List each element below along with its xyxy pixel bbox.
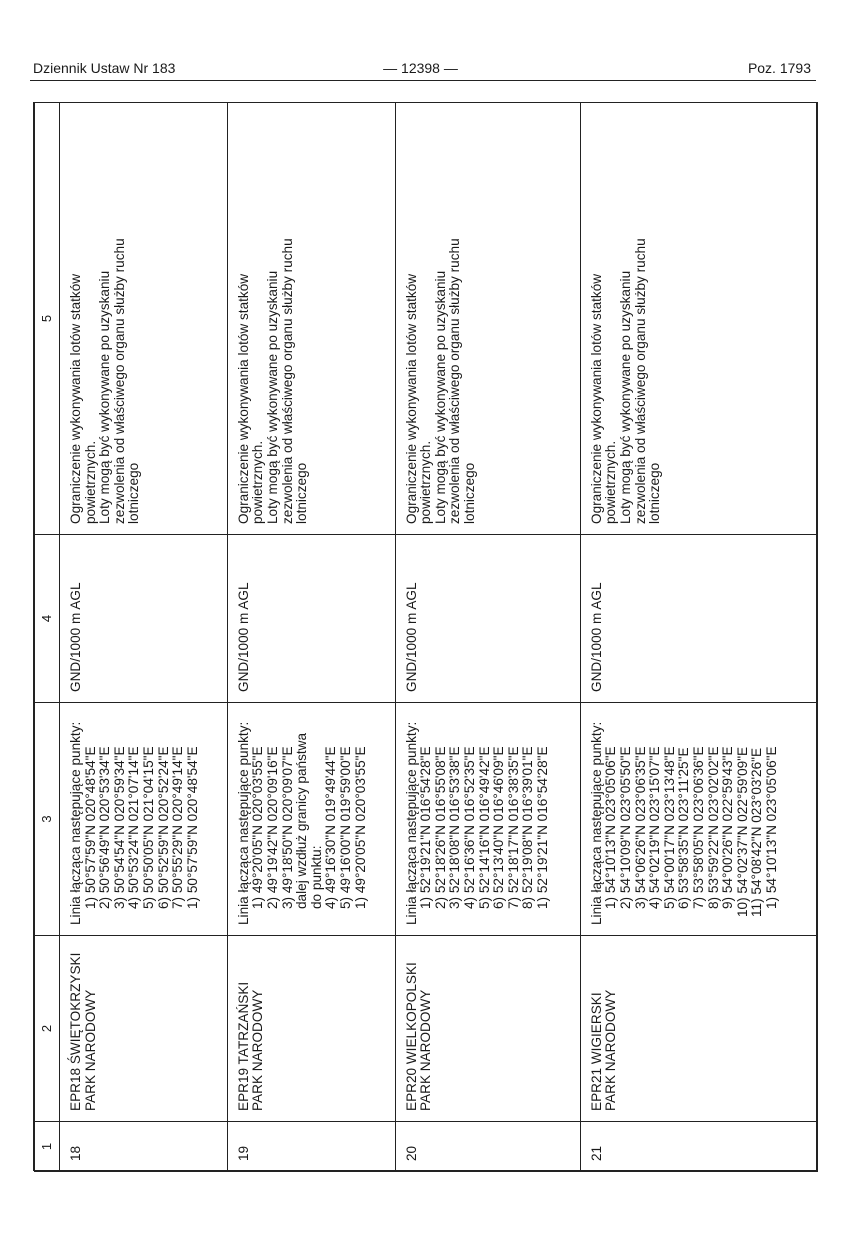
coordinate-point: 11) 54°08'42"N 023°03'26"E — [749, 747, 765, 917]
zone-name-line: EPR21 WIGIERSKI — [588, 992, 604, 1111]
coordinate-point: 2) 50°56'49"N 020°53'34"E — [97, 746, 113, 909]
table-row — [395, 103, 580, 1172]
column-header: 4 — [35, 535, 60, 703]
remarks-line: lotniczego — [462, 462, 478, 524]
rotated-table-frame — [33, 102, 817, 1171]
coordinate-point: 5) 49°16'00"N 019°59'00"E — [337, 746, 353, 909]
remarks-line: lotniczego — [294, 462, 310, 524]
altitude-limits: GND/1000 m AGL — [580, 535, 817, 703]
coordinate-point: 1) 54°10'13"N 023°05'06"E — [763, 746, 779, 909]
rotated-table-content — [34, 103, 818, 1172]
coordinate-point: 4) 50°53'24"N 021°07'14"E — [126, 746, 142, 909]
coordinate-point: 4) 49°16'30"N 019°49'44"E — [323, 746, 339, 909]
page-number: — 12398 — — [383, 60, 458, 76]
coordinate-point: 6) 50°52'59"N 020°52'24"E — [155, 746, 171, 909]
points-intro: Linia łącząca następujące punkty: — [588, 721, 604, 925]
coordinate-point: 7) 52°18'17"N 016°38'35"E — [505, 746, 521, 909]
coordinate-point: 4) 52°16'36"N 016°52'35"E — [462, 746, 478, 909]
column-header: 3 — [35, 703, 60, 936]
coordinate-point: 8) 52°19'08"N 016°39'01"E — [520, 746, 536, 909]
remarks-line: lotniczego — [647, 462, 663, 524]
altitude-limits: GND/1000 m AGL — [395, 535, 580, 703]
table-row — [227, 103, 395, 1172]
row-number: 20 — [395, 1122, 580, 1172]
coordinate-point: 10) 54°02'37"N 022°59'09"E — [734, 746, 750, 917]
coordinate-point: 2) 49°19'42"N 020°09'16"E — [265, 746, 281, 909]
points-intro: Linia łącząca następujące punkty: — [235, 721, 251, 925]
coordinate-point: 5) 50°50'05"N 021°04'15"E — [140, 746, 156, 909]
zone-name-line: EPR20 WIELKOPOLSKI — [403, 962, 419, 1111]
remarks — [395, 103, 580, 535]
boundary-note: do punktu: — [308, 845, 324, 909]
coordinate-point: 1) 50°57'59"N 020°48'54"E — [82, 746, 98, 909]
coordinate-point: 1) 49°20'05"N 020°03'55"E — [352, 746, 368, 909]
coordinate-point: 1) 52°19'21"N 016°54'28"E — [535, 746, 550, 909]
remarks-line: zezwolenia od właściwego organu służby ruchu — [632, 238, 648, 524]
coordinate-point: 2) 52°18'26"N 016°55'08"E — [432, 746, 448, 909]
boundary-note: dalej wzdłuż granicy państwa — [294, 732, 310, 909]
remarks-line: powietrznych. — [418, 440, 434, 524]
coordinate-point: 5) 54°00'17"N 023°13'48"E — [661, 746, 677, 909]
remarks-line: Ograniczenie wykonywania lotów statków — [68, 273, 83, 524]
altitude-limits: GND/1000 m AGL — [227, 535, 395, 703]
remarks-line: powietrznych. — [82, 440, 98, 524]
coordinate-point: 1) 50°57'59"N 020°48'54"E — [184, 746, 200, 909]
coordinate-point: 1) 49°20'05"N 020°03'55"E — [250, 746, 266, 909]
points-intro: Linia łącząca następujące punkty: — [403, 721, 419, 925]
coordinate-point: 3) 50°54'54"N 020°59'34"E — [111, 746, 127, 909]
remarks — [227, 103, 395, 535]
row-number: 18 — [60, 1122, 228, 1172]
remarks-line: Loty mogą być wykonywane po uzyskaniu — [265, 270, 281, 524]
remarks-line: powietrznych. — [250, 440, 266, 524]
row-number: 19 — [227, 1122, 395, 1172]
zone-name-line: PARK NARODOWY — [603, 989, 619, 1111]
remarks-line: Loty mogą być wykonywane po uzyskaniu — [618, 270, 633, 524]
remarks-line: Ograniczenie wykonywania lotów statków — [235, 273, 251, 524]
table-row — [580, 103, 817, 1172]
zone-name-line: PARK NARODOWY — [418, 989, 434, 1111]
remarks-line: Ograniczenie wykonywania lotów statków — [588, 273, 604, 524]
points-intro: Linia łącząca następujące punkty: — [68, 721, 83, 925]
zone-name — [395, 936, 580, 1122]
coordinate-point: 3) 54°06'26"N 023°06'35"E — [632, 746, 648, 909]
zone-name-line: PARK NARODOWY — [250, 989, 266, 1111]
boundary-points — [60, 703, 228, 936]
remarks-line: lotniczego — [126, 462, 142, 524]
boundary-points — [227, 703, 395, 936]
boundary-points — [395, 703, 580, 936]
coordinate-point: 7) 53°58'05"N 023°06'36"E — [690, 746, 706, 909]
coordinate-point: 8) 53°59'22"N 023°02'02"E — [705, 746, 721, 909]
coordinate-point: 3) 49°18'50"N 020°09'07"E — [279, 746, 295, 909]
remarks — [60, 103, 228, 535]
coordinate-point: 6) 53°58'35"N 023°11'25"E — [676, 747, 692, 909]
remarks-line: zezwolenia od właściwego organu służby ruchu — [447, 238, 463, 524]
coordinate-point: 5) 52°14'16"N 016°49'42"E — [476, 746, 492, 909]
column-header: 1 — [35, 1122, 60, 1172]
zone-name-line: EPR19 TATRZAŃSKI — [235, 981, 251, 1111]
coordinate-point: 6) 52°13'40"N 016°46'09"E — [491, 746, 507, 909]
row-number: 21 — [580, 1122, 817, 1172]
remarks-line: zezwolenia od właściwego organu służby ruchu — [279, 238, 295, 524]
zone-name-line: PARK NARODOWY — [82, 989, 98, 1111]
zone-name — [580, 936, 817, 1122]
column-header-row — [35, 103, 60, 1172]
journal-title: Dziennik Ustaw Nr 183 — [33, 60, 176, 76]
remarks-line: Loty mogą być wykonywane po uzyskaniu — [432, 270, 448, 524]
column-header: 2 — [35, 936, 60, 1122]
table-row — [60, 103, 228, 1172]
coordinate-point: 2) 54°10'09"N 023°05'50"E — [618, 746, 633, 909]
zone-name — [60, 936, 228, 1122]
coordinate-point: 7) 50°55'29"N 020°49'14"E — [170, 746, 186, 909]
remarks — [580, 103, 817, 535]
header-rule — [30, 80, 816, 81]
altitude-limits: GND/1000 m AGL — [60, 535, 228, 703]
coordinate-point: 3) 52°18'08"N 016°53'38"E — [447, 746, 463, 909]
coordinate-point: 9) 54°00'26"N 022°59'43"E — [720, 746, 736, 909]
coordinate-point: 1) 52°19'21"N 016°54'28"E — [418, 746, 434, 909]
coordinate-point: 1) 54°10'13"N 023°05'06"E — [603, 746, 619, 909]
remarks-line: zezwolenia od właściwego organu służby ruchu — [111, 238, 127, 524]
coordinate-point: 4) 54°02'19"N 023°15'07"E — [647, 746, 663, 909]
zone-name — [227, 936, 395, 1122]
boundary-points — [580, 703, 817, 936]
remarks-line: Ograniczenie wykonywania lotów statków — [403, 273, 419, 524]
column-header: 5 — [35, 103, 60, 535]
zone-name-line: EPR18 ŚWIĘTOKRZYSKI — [68, 952, 83, 1111]
position-number: Poz. 1793 — [747, 60, 811, 76]
airspace-table — [34, 102, 818, 1172]
remarks-line: Loty mogą być wykonywane po uzyskaniu — [97, 270, 113, 524]
remarks-line: powietrznych. — [603, 440, 619, 524]
